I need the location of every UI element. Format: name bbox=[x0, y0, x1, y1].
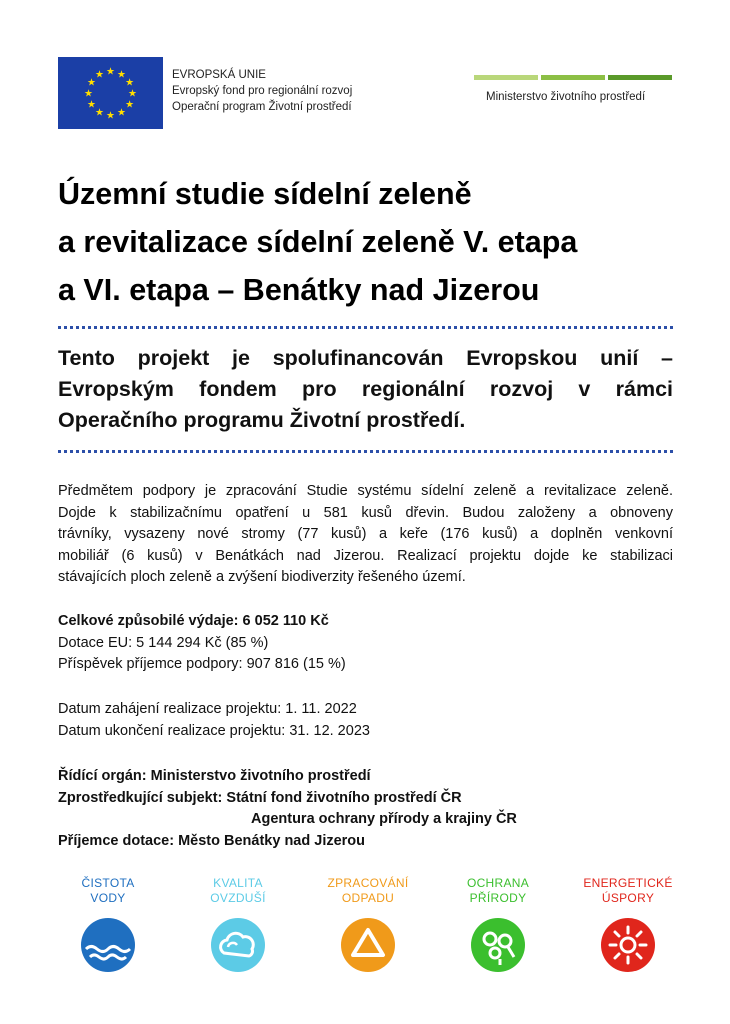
title-line: a revitalizace sídelní zeleně V. etapa bbox=[58, 225, 578, 259]
ministry-logo bbox=[474, 75, 674, 103]
subtitle-line: Operačního programu Životní prostředí. bbox=[58, 408, 466, 432]
intermediate-body: Zprostředkující subjekt: Státní fond životního prostředí ČR bbox=[58, 789, 462, 806]
start-date: Datum zahájení realizace projektu: 1. 11. 2022 bbox=[58, 701, 357, 717]
eu-star-icon: ★ bbox=[95, 107, 104, 119]
priority-label: ÚSPORY bbox=[601, 891, 655, 905]
priority-label: ČISTOTA bbox=[81, 876, 135, 890]
eu-star-icon: ★ bbox=[106, 110, 115, 122]
eu-flag bbox=[58, 57, 163, 129]
priority-label: ENERGETICKÉ bbox=[583, 876, 673, 890]
ministry-bar bbox=[608, 75, 672, 80]
title-line: Územní studie sídelní zeleně bbox=[58, 177, 472, 211]
intermediate-body-second: Agentura ochrany přírody a krajiny ČR bbox=[251, 811, 517, 828]
eu-grant: Dotace EU: 5 144 294 Kč (85 %) bbox=[58, 634, 269, 651]
eu-star-icon: ★ bbox=[84, 88, 93, 100]
description-line: Předmětem podpory je zpracování Studie systému sídelní zeleně a revitalizace zeleně. bbox=[58, 483, 673, 499]
eu-star-icon: ★ bbox=[117, 69, 126, 81]
eu-stars-icon bbox=[58, 57, 163, 129]
priority-air bbox=[183, 876, 293, 973]
dotted-divider bbox=[58, 326, 673, 329]
description-line: trávníky, vysazeny nové stromy (77 kusů) a keře (176 kusů) a doplněn venkovní bbox=[58, 526, 673, 543]
priority-waste bbox=[313, 876, 423, 973]
end-date: Datum ukončení realizace projektu: 31. 12. 2023 bbox=[58, 722, 370, 739]
eu-star-icon: ★ bbox=[86, 77, 96, 89]
costs-block bbox=[58, 611, 346, 676]
priority-label: ODPADU bbox=[341, 891, 395, 905]
managing-body: Řídící orgán: Ministerstvo životního prostředí bbox=[58, 768, 371, 784]
eu-star-icon: ★ bbox=[117, 107, 126, 119]
eu-star-icon: ★ bbox=[86, 99, 96, 111]
description-line: Dojde k stabilizačnímu opatření u 581 kusů dřevin. Budou založeny a obnoveny bbox=[58, 504, 673, 521]
project-description bbox=[58, 481, 673, 589]
title-line: a VI. etapa – Benátky nad Jizerou bbox=[58, 273, 540, 307]
eu-line: Evropský fond pro regionální rozvoj bbox=[172, 85, 353, 97]
priority-label: OCHRANA bbox=[466, 876, 530, 890]
priority-label: PŘÍRODY bbox=[469, 891, 527, 905]
priority-label: OVZDUŠÍ bbox=[210, 891, 266, 905]
sun-icon bbox=[600, 917, 656, 973]
dates-block bbox=[58, 699, 370, 742]
eu-star-icon: ★ bbox=[95, 69, 104, 81]
description-line: stávajících ploch zeleně a zvýšení biodiverzity řešeného území. bbox=[58, 569, 466, 586]
priority-label: VODY bbox=[90, 891, 126, 905]
ministry-name: Ministerstvo životního prostředí bbox=[486, 91, 646, 103]
priority-energy bbox=[573, 876, 683, 973]
description-line: mobiliář (6 kusů) v Benátkách nad Jizerou. Realizací projektu dojde ke stabilizaci bbox=[58, 547, 673, 564]
nature-icon bbox=[470, 917, 526, 973]
cloud-icon bbox=[210, 917, 266, 973]
eu-funding-text bbox=[172, 67, 352, 115]
eu-star-icon: ★ bbox=[106, 66, 115, 78]
eu-star-icon: ★ bbox=[128, 88, 137, 100]
water-icon bbox=[80, 917, 136, 973]
ministry-bar bbox=[541, 75, 605, 80]
priority-water bbox=[53, 876, 163, 973]
eu-star-icon: ★ bbox=[125, 77, 135, 89]
priority-nature bbox=[443, 876, 553, 973]
ministry-bar bbox=[474, 75, 538, 80]
eu-star-icon: ★ bbox=[125, 99, 135, 111]
page-title bbox=[58, 170, 577, 314]
total-costs: Celkové způsobilé výdaje: 6 052 110 Kč bbox=[58, 613, 329, 629]
subtitle-line: Tento projekt je spolufinancován Evropskou unií – bbox=[58, 346, 673, 370]
grant-recipient: Příjemce dotace: Město Benátky nad Jizerou bbox=[58, 832, 366, 849]
ministry-bars bbox=[474, 75, 674, 80]
dotted-divider bbox=[58, 450, 673, 453]
eu-line: EVROPSKÁ UNIE bbox=[172, 69, 266, 81]
subtitle-line: Evropským fondem pro regionální rozvoj v rámci bbox=[58, 377, 673, 401]
funding-statement bbox=[58, 343, 673, 436]
priority-label: ZPRACOVÁNÍ bbox=[327, 876, 409, 890]
priority-label: KVALITA bbox=[213, 876, 263, 890]
priority-icons bbox=[58, 876, 693, 986]
recycle-icon bbox=[340, 917, 396, 973]
bodies-block bbox=[58, 766, 517, 852]
recipient-contribution: Příspěvek příjemce podpory: 907 816 (15 %) bbox=[58, 656, 346, 673]
eu-line: Operační program Životní prostředí bbox=[172, 101, 352, 113]
